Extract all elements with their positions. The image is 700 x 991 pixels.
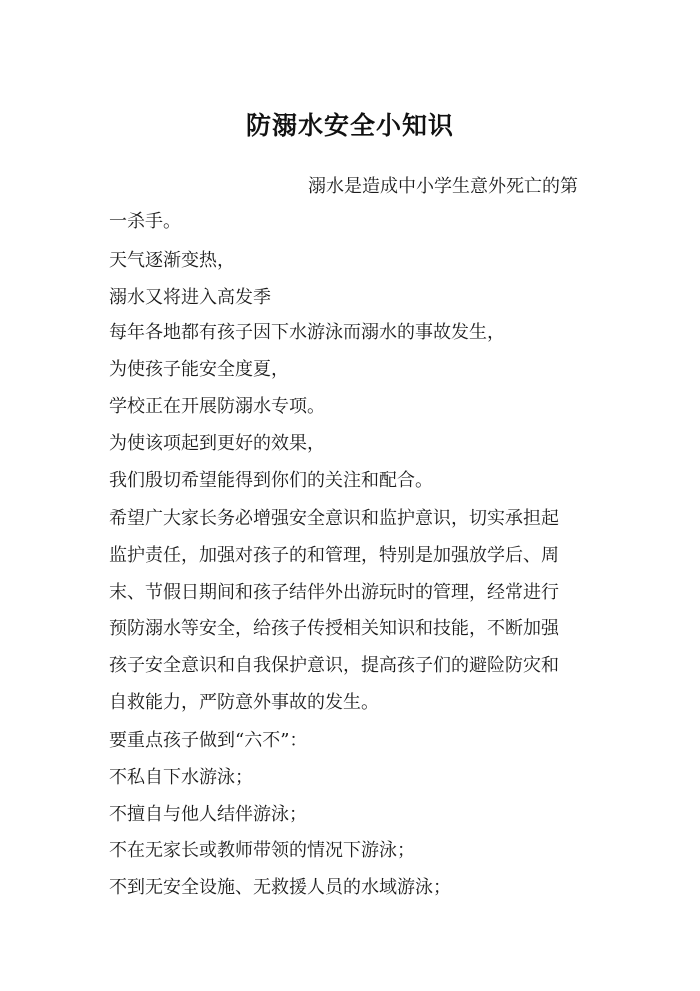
document-title: 防溺水安全小知识 bbox=[245, 111, 454, 140]
text-line: 天气逐渐变热， bbox=[109, 250, 235, 271]
text-line: 监护责任，加强对孩子的和管理，特别是加强放学后、周 bbox=[109, 545, 559, 566]
text-line: 我们殷切希望能得到你们的关注和配合。 bbox=[109, 470, 433, 491]
intro-line-1: 溺水是造成中小学生意外死亡的第 bbox=[308, 176, 578, 197]
text-line: 孩子安全意识和自我保护意识，提高孩子们的避险防灾和 bbox=[109, 655, 559, 676]
text-line: 希望广大家长务必增强安全意识和监护意识，切实承担起 bbox=[109, 508, 559, 529]
text-line: 为使孩子能安全度夏， bbox=[109, 359, 289, 380]
text-line: 不在无家长或教师带领的情况下游泳； bbox=[109, 840, 415, 861]
text-line: 为使该项起到更好的效果， bbox=[109, 433, 325, 454]
text-line: 不私自下水游泳； bbox=[109, 767, 253, 788]
text-line: 不到无安全设施、无救援人员的水域游泳； bbox=[109, 877, 451, 898]
text-line: 每年各地都有孩子因下水游泳而溺水的事故发生， bbox=[109, 322, 505, 343]
text-line: 学校正在开展防溺水专项。 bbox=[109, 396, 325, 417]
text-line: 预防溺水等安全，给孩子传授相关知识和技能，不断加强 bbox=[109, 618, 559, 639]
text-line: 末、节假日期间和孩子结伴外出游玩时的管理，经常进行 bbox=[109, 582, 559, 603]
text-line: 自救能力，严防意外事故的发生。 bbox=[109, 692, 379, 713]
text-line: 不擅自与他人结伴游泳； bbox=[109, 804, 307, 825]
intro-line-2: 一杀手。 bbox=[109, 211, 181, 232]
text-line: 要重点孩子做到“六不”： bbox=[109, 730, 308, 751]
text-line: 溺水又将进入高发季 bbox=[109, 287, 271, 308]
